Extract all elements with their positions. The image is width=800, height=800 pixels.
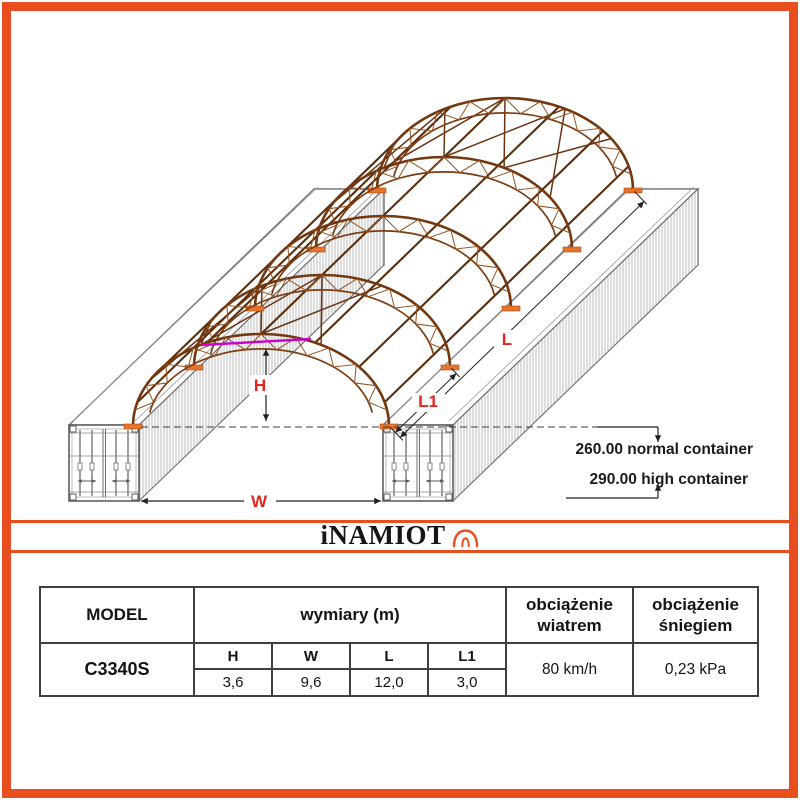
arch-base-plate	[502, 306, 520, 311]
drawing-svg	[11, 11, 789, 520]
table-cell-model: C3340S	[40, 643, 194, 696]
table-header-dimensions: wymiary (m)	[194, 587, 506, 643]
tent-arch-icon	[451, 525, 480, 549]
table-cell-wind-load: 80 km/h	[506, 643, 633, 696]
table-header-wind-load: obciążenie wiatrem	[506, 587, 633, 643]
dim-label-h: H	[253, 376, 267, 395]
table-subheader-h: H	[194, 643, 272, 669]
table-header-snow-load: obciążenie śniegiem	[633, 587, 758, 643]
table-value-l: 12,0	[350, 669, 428, 696]
table-cell-snow-load: 0,23 kPa	[633, 643, 758, 696]
table-subheader-w: W	[272, 643, 350, 669]
annotation-high-container: 290.00 high container	[589, 471, 748, 488]
annotation-normal-container: 260.00 normal container	[575, 441, 753, 458]
isometric-drawing-area	[11, 11, 789, 520]
dim-label-w: W	[250, 492, 268, 511]
table-value-h: 3,6	[194, 669, 272, 696]
container-door-face	[69, 425, 139, 501]
arch-base-plate	[441, 365, 459, 370]
arch-base-plate	[124, 424, 142, 429]
dim-label-l1: L1	[418, 392, 438, 411]
table-value-l1: 3,0	[428, 669, 506, 696]
table-subheader-l: L	[350, 643, 428, 669]
table-header-model: MODEL	[40, 587, 194, 643]
table-subheader-l1: L1	[428, 643, 506, 669]
spec-table-area	[11, 553, 789, 789]
brand-logo-text: iNAMIOT	[320, 520, 446, 550]
spec-table	[39, 586, 759, 697]
orange-frame	[2, 2, 798, 798]
logo-band	[11, 520, 789, 550]
dim-label-l: L	[501, 330, 513, 349]
arch-base-plate	[563, 247, 581, 252]
table-value-w: 9,6	[272, 669, 350, 696]
container-door-face	[383, 425, 453, 501]
arch-base-plate	[624, 188, 642, 193]
